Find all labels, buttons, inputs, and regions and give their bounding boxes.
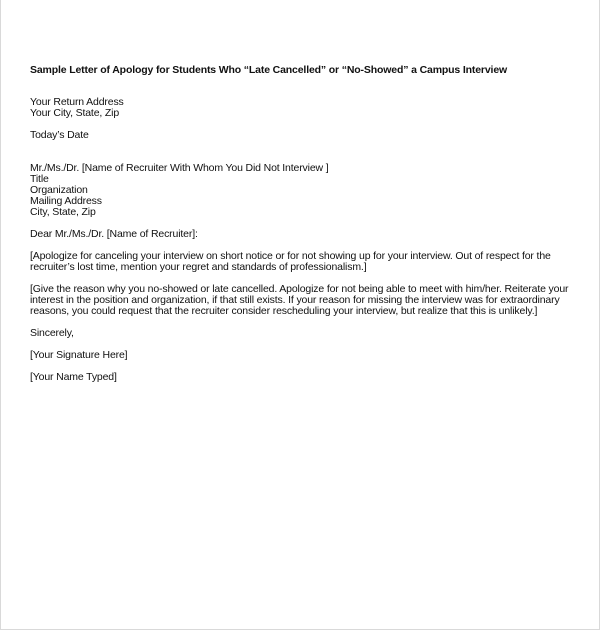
- body-paragraph-2: [30, 283, 569, 317]
- letter-date: [30, 130, 555, 141]
- paragraph-line: reasons, you could request that the recruiter consider rescheduling your interview, but realize that this is unlikely.]: [30, 305, 538, 317]
- paragraph-line: [Apologize for canceling your interview on short notice or for not showing up for your interview. Out of respect for the: [30, 250, 551, 262]
- typed-name-line: [Your Name Typed]: [30, 371, 117, 383]
- paragraph-line: recruiter’s lost time, mention your regret and standards of professionalism.]: [30, 261, 367, 273]
- sender-address-line: Your Return Address: [30, 96, 124, 108]
- paragraph-line: interest in the position and organization, if that still exists. If your reason for missing the interview was for extraordinary: [30, 294, 560, 306]
- letter-title: Sample Letter of Apology for Students Who “Late Cancelled” or “No-Showed” a Campus Interview: [30, 64, 508, 76]
- date-line: Today’s Date: [30, 129, 89, 141]
- sender-address: [30, 97, 555, 119]
- recipient-mailing-line: Mailing Address: [30, 195, 102, 207]
- recipient-city-line: City, State, Zip: [30, 206, 96, 218]
- recipient-organization-line: Organization: [30, 184, 88, 196]
- body-paragraph-1: [30, 251, 555, 273]
- letter-body: [30, 64, 569, 383]
- closing: [30, 328, 555, 339]
- salutation-line: Dear Mr./Ms./Dr. [Name of Recruiter]:: [30, 228, 198, 240]
- signature-line: [Your Signature Here]: [30, 349, 128, 361]
- closing-line: Sincerely,: [30, 327, 74, 339]
- sender-city-line: Your City, State, Zip: [30, 107, 120, 119]
- recipient-name-line: Mr./Ms./Dr. [Name of Recruiter With Whom You Did Not Interview ]: [30, 162, 329, 174]
- recipient-address: [30, 163, 555, 218]
- typed-name-block: [30, 372, 555, 383]
- paragraph-line: [Give the reason why you no-showed or late cancelled. Apologize for not being able to meet with him/her. Reiterate your: [30, 283, 569, 295]
- signature-block: [30, 350, 555, 361]
- recipient-title-line: Title: [30, 173, 49, 185]
- salutation: [30, 229, 555, 240]
